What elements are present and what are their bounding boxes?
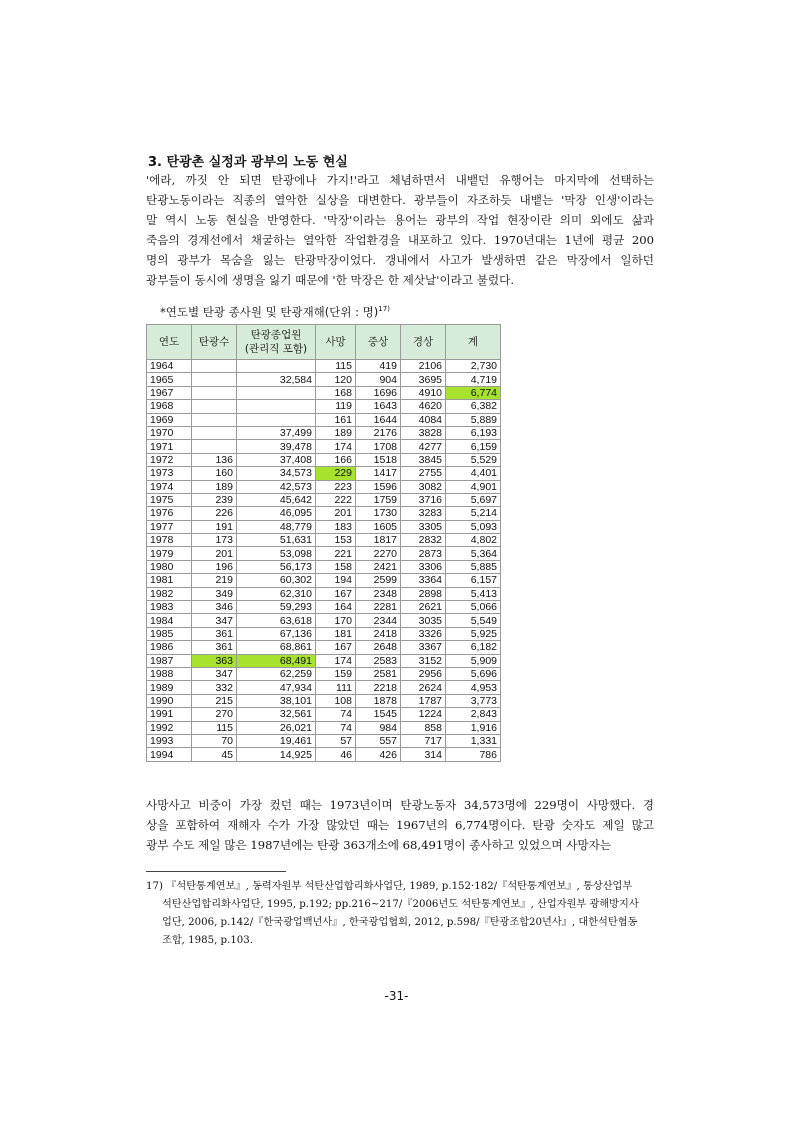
- table-cell: 1878: [356, 694, 401, 707]
- table-row: [147, 360, 501, 373]
- column-header: 중상: [356, 325, 401, 360]
- table-cell: 5,925: [446, 627, 501, 640]
- table-row: [147, 734, 501, 747]
- table-cell: 37,499: [237, 426, 316, 439]
- table-cell: 1976: [147, 507, 192, 520]
- table-cell: 1970: [147, 426, 192, 439]
- table-cell: 1981: [147, 574, 192, 587]
- table-cell: 2873: [401, 547, 446, 560]
- table-cell: 46: [316, 748, 356, 761]
- table-cell: 51,631: [237, 534, 316, 547]
- table-cell: 1730: [356, 507, 401, 520]
- table-cell: 1596: [356, 480, 401, 493]
- column-header: 탄광수: [192, 325, 237, 360]
- table-cell: 47,934: [237, 681, 316, 694]
- table-cell: 419: [356, 360, 401, 373]
- paragraph-line: 명의 광부가 목숨을 잃는 탄광막장이었다. 갱내에서 사고가 발생하면 같은 막장에서 일하던: [146, 253, 654, 267]
- table-cell: 1977: [147, 520, 192, 533]
- footnote-line: 업단, 2006, p.142/『한국광업백년사』, 한국광업협회, 2012, p.598/『탄광조합20년사』, 대한석탄협동: [162, 917, 638, 928]
- table-cell: [192, 360, 237, 373]
- table-cell: 3152: [401, 654, 446, 667]
- table-cell: 6,182: [446, 641, 501, 654]
- table-row: [147, 413, 501, 426]
- table-cell: [237, 360, 316, 373]
- table-row: [147, 627, 501, 640]
- table-cell: 5,697: [446, 493, 501, 506]
- table-cell: 166: [316, 453, 356, 466]
- column-header: 탄광종업원 (관리직 포함): [237, 325, 316, 360]
- table-cell: 363: [192, 654, 237, 667]
- table-cell: 5,889: [446, 413, 501, 426]
- table-cell: 557: [356, 734, 401, 747]
- table-cell: 2218: [356, 681, 401, 694]
- footnote-divider: [146, 871, 286, 872]
- table-cell: 32,584: [237, 373, 316, 386]
- table-cell: 1982: [147, 587, 192, 600]
- table-cell: 3306: [401, 560, 446, 573]
- table-cell: [237, 386, 316, 399]
- table-cell: 34,573: [237, 467, 316, 480]
- table-cell: 332: [192, 681, 237, 694]
- table-cell: 68,491: [237, 654, 316, 667]
- table-cell: 115: [192, 721, 237, 734]
- table-cell: 4910: [401, 386, 446, 399]
- table-cell: [192, 440, 237, 453]
- table-cell: 226: [192, 507, 237, 520]
- table-cell: [192, 373, 237, 386]
- table-cell: 984: [356, 721, 401, 734]
- table-row: [147, 708, 501, 721]
- table-cell: 4,401: [446, 467, 501, 480]
- table-cell: 74: [316, 721, 356, 734]
- table-cell: 3716: [401, 493, 446, 506]
- table-cell: 5,885: [446, 560, 501, 573]
- table-row: [147, 373, 501, 386]
- table-cell: 4084: [401, 413, 446, 426]
- table-cell: 1,331: [446, 734, 501, 747]
- table-cell: 46,095: [237, 507, 316, 520]
- table-cell: 191: [192, 520, 237, 533]
- table-cell: 5,364: [446, 547, 501, 560]
- table-cell: 3283: [401, 507, 446, 520]
- table-row: [147, 507, 501, 520]
- table-cell: 1986: [147, 641, 192, 654]
- table-cell: 1708: [356, 440, 401, 453]
- table-cell: 45: [192, 748, 237, 761]
- table-cell: 115: [316, 360, 356, 373]
- table-cell: 2176: [356, 426, 401, 439]
- table-cell: 361: [192, 641, 237, 654]
- table-row: [147, 386, 501, 399]
- table-cell: 189: [192, 480, 237, 493]
- table-cell: 45,642: [237, 493, 316, 506]
- table-cell: 1224: [401, 708, 446, 721]
- table-cell: [192, 413, 237, 426]
- table-cell: 1787: [401, 694, 446, 707]
- table-cell: 1994: [147, 748, 192, 761]
- table-cell: 57: [316, 734, 356, 747]
- table-cell: 4620: [401, 400, 446, 413]
- table-cell: 1990: [147, 694, 192, 707]
- table-cell: 3082: [401, 480, 446, 493]
- page-number: -31-: [384, 989, 409, 1003]
- table-row: [147, 440, 501, 453]
- table-cell: 19,461: [237, 734, 316, 747]
- table-cell: 858: [401, 721, 446, 734]
- table-row: [147, 493, 501, 506]
- table-cell: 108: [316, 694, 356, 707]
- table-cell: 174: [316, 440, 356, 453]
- table-cell: 6,382: [446, 400, 501, 413]
- table-row: [147, 480, 501, 493]
- table-row: [147, 547, 501, 560]
- table-cell: 786: [446, 748, 501, 761]
- table-cell: 53,098: [237, 547, 316, 560]
- table-row: [147, 694, 501, 707]
- table-cell: 219: [192, 574, 237, 587]
- table-cell: 159: [316, 667, 356, 680]
- table-cell: 74: [316, 708, 356, 721]
- table-cell: 2348: [356, 587, 401, 600]
- table-cell: 2583: [356, 654, 401, 667]
- table-cell: 5,909: [446, 654, 501, 667]
- table-cell: 2270: [356, 547, 401, 560]
- table-cell: 1991: [147, 708, 192, 721]
- paragraph-line: 상을 포함하여 재해자 수가 가장 많았던 때는 1967년의 6,774명이다. 탄광 숫자도 제일 많고: [146, 818, 654, 832]
- table-cell: 2898: [401, 587, 446, 600]
- paragraph-line: 광부 수도 제일 많은 1987년에는 탄광 363개소에 68,491명이 종사하고 있었으며 사망자는: [146, 838, 612, 852]
- table-cell: 68,861: [237, 641, 316, 654]
- table-cell: 60,302: [237, 574, 316, 587]
- table-cell: 2832: [401, 534, 446, 547]
- table-cell: 221: [316, 547, 356, 560]
- footnote-line: 석탄산업합리화사업단, 1995, p.192; pp.216~217/『2006년도 석탄통계연보』, 산업자원부 광해방지사: [162, 899, 639, 910]
- table-cell: 2344: [356, 614, 401, 627]
- table-cell: 1984: [147, 614, 192, 627]
- table-cell: 2421: [356, 560, 401, 573]
- table-cell: 5,093: [446, 520, 501, 533]
- table-cell: 3364: [401, 574, 446, 587]
- table-cell: 1987: [147, 654, 192, 667]
- table-cell: 2621: [401, 601, 446, 614]
- intro-paragraph: [146, 170, 654, 290]
- table-cell: 1,916: [446, 721, 501, 734]
- table-cell: 201: [192, 547, 237, 560]
- table-cell: 6,193: [446, 426, 501, 439]
- table-cell: 201: [316, 507, 356, 520]
- table-cell: 361: [192, 627, 237, 640]
- column-header: 경상: [401, 325, 446, 360]
- mining-statistics-table: [146, 324, 501, 762]
- table-row: [147, 574, 501, 587]
- table-cell: 3035: [401, 614, 446, 627]
- table-cell: 1545: [356, 708, 401, 721]
- table-cell: 904: [356, 373, 401, 386]
- table-cell: 1975: [147, 493, 192, 506]
- table-cell: 1417: [356, 467, 401, 480]
- table-cell: 1985: [147, 627, 192, 640]
- table-cell: 119: [316, 400, 356, 413]
- table-cell: 1971: [147, 440, 192, 453]
- table-cell: 3845: [401, 453, 446, 466]
- table-cell: 158: [316, 560, 356, 573]
- table-cell: 1644: [356, 413, 401, 426]
- table-cell: 48,779: [237, 520, 316, 533]
- table-row: [147, 520, 501, 533]
- table-cell: 1979: [147, 547, 192, 560]
- table-cell: 168: [316, 386, 356, 399]
- table-cell: 2106: [401, 360, 446, 373]
- table-cell: 4,802: [446, 534, 501, 547]
- table-cell: 3326: [401, 627, 446, 640]
- table-cell: 189: [316, 426, 356, 439]
- table-cell: 37,408: [237, 453, 316, 466]
- paragraph-line: 말 역시 노동 현실을 반영한다. '막장'이라는 용어는 광부의 작업 현장이란 의미 외에도 삶과: [146, 213, 654, 227]
- table-cell: 1988: [147, 667, 192, 680]
- table-cell: 1518: [356, 453, 401, 466]
- table-cell: 1968: [147, 400, 192, 413]
- table-cell: 4,719: [446, 373, 501, 386]
- table-cell: 111: [316, 681, 356, 694]
- table-cell: 196: [192, 560, 237, 573]
- table-cell: 1974: [147, 480, 192, 493]
- table-body: [147, 360, 501, 762]
- table-cell: 2599: [356, 574, 401, 587]
- table-cell: 32,561: [237, 708, 316, 721]
- table-cell: 4,953: [446, 681, 501, 694]
- table-cell: 70: [192, 734, 237, 747]
- table-row: [147, 667, 501, 680]
- table-cell: 347: [192, 614, 237, 627]
- table-cell: 26,021: [237, 721, 316, 734]
- table-cell: 1983: [147, 601, 192, 614]
- footnote-ref: 17): [378, 305, 390, 314]
- table-cell: 174: [316, 654, 356, 667]
- table-cell: [192, 426, 237, 439]
- section-title: 3. 탄광촌 실정과 광부의 노동 현실: [148, 155, 348, 170]
- table-cell: 2956: [401, 667, 446, 680]
- table-cell: 2281: [356, 601, 401, 614]
- column-header: 계: [446, 325, 501, 360]
- table-row: [147, 587, 501, 600]
- table-cell: 170: [316, 614, 356, 627]
- table-row: [147, 560, 501, 573]
- table-cell: 1967: [147, 386, 192, 399]
- table-cell: 173: [192, 534, 237, 547]
- table-cell: 4277: [401, 440, 446, 453]
- column-header: 연도: [147, 325, 192, 360]
- table-row: [147, 641, 501, 654]
- table-cell: 59,293: [237, 601, 316, 614]
- table-cell: 2624: [401, 681, 446, 694]
- table-caption: [160, 304, 390, 320]
- table-cell: 38,101: [237, 694, 316, 707]
- table-row: [147, 453, 501, 466]
- table-cell: 349: [192, 587, 237, 600]
- table-cell: 1992: [147, 721, 192, 734]
- table-row: [147, 467, 501, 480]
- table-cell: 314: [401, 748, 446, 761]
- table-header-row: [147, 325, 501, 360]
- table-cell: 1969: [147, 413, 192, 426]
- table-cell: 6,774: [446, 386, 501, 399]
- table-cell: 153: [316, 534, 356, 547]
- table-cell: 2648: [356, 641, 401, 654]
- table-cell: 215: [192, 694, 237, 707]
- table-cell: 14,925: [237, 748, 316, 761]
- analysis-paragraph: [146, 795, 654, 855]
- table-cell: 2,730: [446, 360, 501, 373]
- table-cell: 1817: [356, 534, 401, 547]
- table-cell: 6,159: [446, 440, 501, 453]
- table-row: [147, 534, 501, 547]
- table-cell: 1759: [356, 493, 401, 506]
- table-cell: 167: [316, 641, 356, 654]
- table-cell: 2418: [356, 627, 401, 640]
- table-cell: 62,310: [237, 587, 316, 600]
- table-cell: 136: [192, 453, 237, 466]
- table-row: [147, 601, 501, 614]
- table-row: [147, 400, 501, 413]
- table-cell: 1696: [356, 386, 401, 399]
- table-cell: 6,157: [446, 574, 501, 587]
- table-cell: 183: [316, 520, 356, 533]
- table-cell: 167: [316, 587, 356, 600]
- paragraph-line: 광부들이 동시에 생명을 잃기 때문에 '한 막장은 한 제삿날'이라고 불렀다.: [146, 273, 515, 287]
- table-cell: 67,136: [237, 627, 316, 640]
- table-cell: [237, 400, 316, 413]
- table-row: [147, 654, 501, 667]
- table-row: [147, 721, 501, 734]
- table-cell: 5,214: [446, 507, 501, 520]
- table-cell: 1973: [147, 467, 192, 480]
- table-cell: 1993: [147, 734, 192, 747]
- table-cell: 120: [316, 373, 356, 386]
- table-cell: 426: [356, 748, 401, 761]
- footnote: [146, 878, 654, 950]
- table-cell: 717: [401, 734, 446, 747]
- table-cell: 1964: [147, 360, 192, 373]
- table-cell: 2581: [356, 667, 401, 680]
- table-cell: 42,573: [237, 480, 316, 493]
- table-cell: 1643: [356, 400, 401, 413]
- table-cell: 1965: [147, 373, 192, 386]
- table-cell: 5,696: [446, 667, 501, 680]
- table-cell: 161: [316, 413, 356, 426]
- table-cell: 194: [316, 574, 356, 587]
- table-row: [147, 748, 501, 761]
- table-cell: 347: [192, 667, 237, 680]
- table-cell: 2755: [401, 467, 446, 480]
- table-caption-text: *연도별 탄광 종사원 및 탄광재해(단위 : 명): [160, 305, 379, 319]
- table-cell: 181: [316, 627, 356, 640]
- table-cell: 39,478: [237, 440, 316, 453]
- table-cell: 1989: [147, 681, 192, 694]
- table-cell: [237, 413, 316, 426]
- table-cell: 5,066: [446, 601, 501, 614]
- table-cell: 3695: [401, 373, 446, 386]
- table-cell: [192, 400, 237, 413]
- paragraph-line: '에라, 까짓 안 되면 탄광에나 가지!'라고 체념하면서 내뱉던 유행어는 마지막에 선택하는: [146, 173, 654, 187]
- paragraph-line: 죽음의 경계선에서 채굴하는 열악한 작업환경을 내포하고 있다. 1970년대는 1년에 평균 200: [146, 233, 654, 247]
- table-cell: 5,413: [446, 587, 501, 600]
- paragraph-line: 탄광노동이라는 직종의 열악한 실상을 대변한다. 광부들이 자조하듯 내뱉는 '막장 인생'이라는: [146, 193, 654, 207]
- table-cell: 1605: [356, 520, 401, 533]
- table-cell: 1972: [147, 453, 192, 466]
- table-cell: 3828: [401, 426, 446, 439]
- table-cell: 2,843: [446, 708, 501, 721]
- table-cell: 1980: [147, 560, 192, 573]
- table-row: [147, 426, 501, 439]
- table-cell: 229: [316, 467, 356, 480]
- paragraph-line: 사망사고 비중이 가장 컸던 때는 1973년이며 탄광노동자 34,573명에 229명이 사망했다. 경: [146, 798, 654, 812]
- column-header: 사망: [316, 325, 356, 360]
- table-cell: 270: [192, 708, 237, 721]
- table-row: [147, 681, 501, 694]
- table-cell: 164: [316, 601, 356, 614]
- table-cell: 3,773: [446, 694, 501, 707]
- footnote-line: 조합, 1985, p.103.: [162, 935, 254, 946]
- table-cell: 239: [192, 493, 237, 506]
- table-cell: [192, 386, 237, 399]
- table-cell: 4,901: [446, 480, 501, 493]
- table-cell: 56,173: [237, 560, 316, 573]
- table-cell: 3367: [401, 641, 446, 654]
- table-row: [147, 614, 501, 627]
- table-cell: 1978: [147, 534, 192, 547]
- table-cell: 63,618: [237, 614, 316, 627]
- table-cell: 5,529: [446, 453, 501, 466]
- footnote-line: 17) 『석탄통계연보』, 동력자원부 석탄산업합리화사업단, 1989, p.152·182/『석탄통계연보』, 통상산업부: [146, 881, 633, 892]
- table-cell: 222: [316, 493, 356, 506]
- table-cell: 346: [192, 601, 237, 614]
- table-cell: 3305: [401, 520, 446, 533]
- table-cell: 5,549: [446, 614, 501, 627]
- table-cell: 223: [316, 480, 356, 493]
- table-cell: 62,259: [237, 667, 316, 680]
- table-cell: 160: [192, 467, 237, 480]
